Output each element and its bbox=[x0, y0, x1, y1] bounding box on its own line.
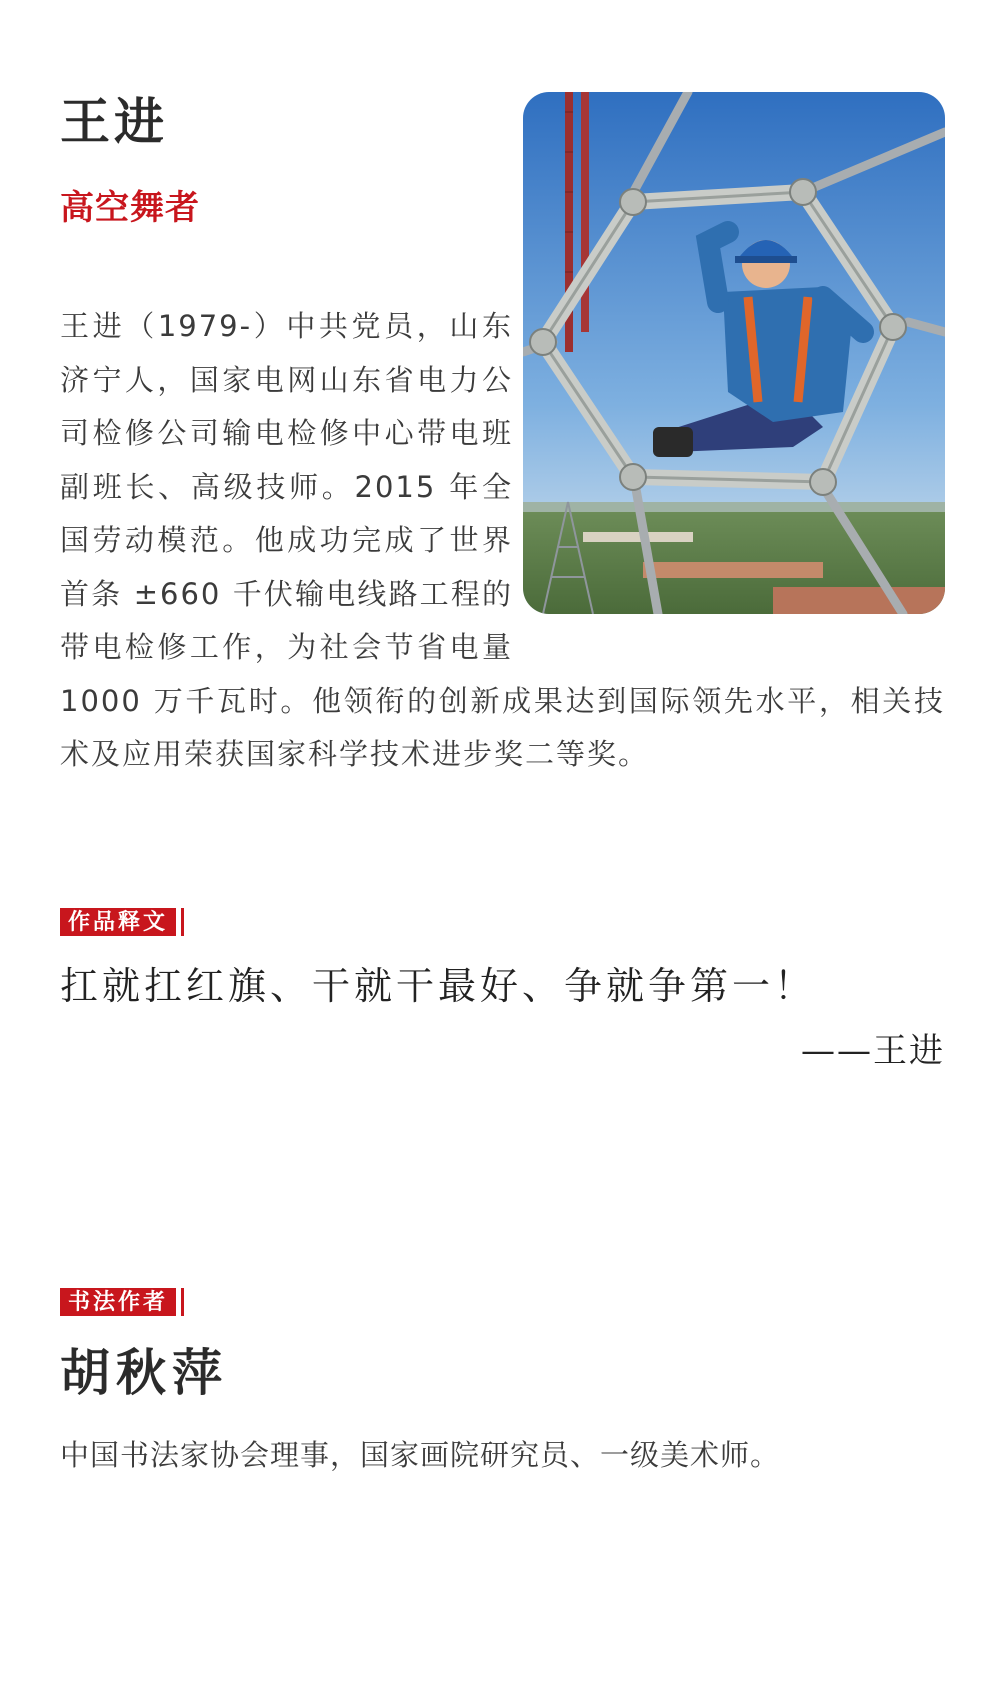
profile-name: 王进 bbox=[60, 93, 168, 151]
calligrapher-tag-label: 书法作者 bbox=[60, 1288, 176, 1316]
bio-text: 王进（1979-）中共党员，山东济宁人，国家电网山东省电力公司检修公司输电检修中心带电班副班长、高级技师。2015 年全国劳动模范。他成功完成了世界首条 ±660 千伏输电线路工程的带电检修工作，为社会节省电量 1000 万千瓦时。他领衔的创新成果达到国际领先水平，相关技术及应用荣获国家科学技术进步奖二等奖。 bbox=[60, 309, 945, 771]
section-tag-work bbox=[60, 908, 184, 936]
tag-divider bbox=[181, 1288, 184, 1316]
work-quote: 扛就扛红旗、干就干最好、争就争第一！ bbox=[60, 964, 817, 1008]
section-tag-calligrapher bbox=[60, 1288, 184, 1316]
calligrapher-description: 中国书法家协会理事，国家画院研究员、一级美术师。 bbox=[60, 1438, 781, 1472]
tag-divider bbox=[181, 908, 184, 936]
work-tag-label: 作品释文 bbox=[60, 908, 176, 936]
calligrapher-name: 胡秋萍 bbox=[60, 1344, 228, 1402]
bio-section bbox=[60, 300, 945, 782]
profile-subtitle: 高空舞者 bbox=[60, 188, 200, 228]
work-attribution: ——王进 bbox=[801, 1031, 945, 1071]
photo-float-spacer bbox=[513, 300, 945, 630]
